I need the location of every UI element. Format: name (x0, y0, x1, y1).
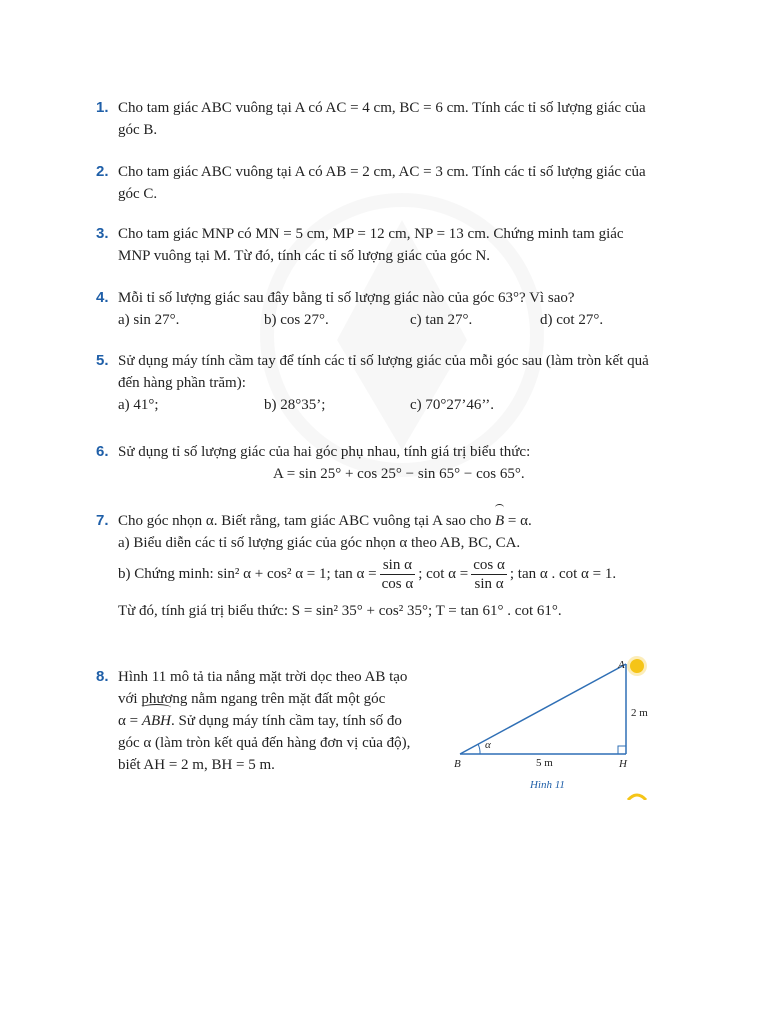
options-row (118, 309, 663, 331)
exercise-text: Mỗi tỉ số lượng giác sau đây bằng tỉ số lượng giác nào của góc 63°? Vì sao? (118, 290, 575, 306)
formula: A = sin 25° + cos 25° − sin 65° − cos 65°. (273, 466, 525, 482)
exercise-5 (96, 350, 663, 416)
exercise-text: Hình 11 mô tả tia nắng mặt trời dọc theo AB tạo (118, 669, 408, 685)
numerator: cos α (473, 557, 505, 574)
text-part: ; cot α = (418, 566, 469, 582)
option-a: a) 41°; (118, 397, 159, 413)
label-h: H (619, 758, 627, 770)
option-c: c) tan 27°. (410, 312, 473, 328)
text-part: α = (118, 713, 139, 729)
exercise-text (118, 510, 663, 532)
exercise-text: Sử dụng tỉ số lượng giác của hai góc phụ nhau, tính giá trị biểu thức: (118, 444, 531, 460)
exercise-number: 1. (96, 99, 109, 116)
exercise-text: Cho tam giác ABC vuông tại A có AC = 4 cm, BC = 6 cm. Tính các tỉ số lượng giác của (118, 100, 646, 116)
exercise-6 (96, 441, 663, 485)
angle-arc (478, 744, 480, 754)
exercise-number: 8. (96, 668, 109, 685)
exercise-number: 5. (96, 352, 109, 369)
exercise-number: 2. (96, 163, 109, 180)
exercise-text: Sử dụng máy tính cầm tay để tính các tỉ số lượng giác của mỗi góc sau (làm tròn kết quả (118, 353, 649, 369)
text-part: . Sử dụng máy tính cầm tay, tính số đo (171, 713, 402, 729)
options-row (118, 394, 663, 416)
option-b: b) cos 27°. (264, 312, 329, 328)
exercise-4 (96, 287, 663, 331)
exercise-text: a) Biểu diễn các tỉ số lượng giác của góc nhọn α theo AB, BC, CA. (118, 535, 521, 551)
text-part: ; tan α . cot α = 1. (509, 566, 617, 582)
exercise-text: góc C. (118, 186, 158, 202)
option-d: d) cot 27°. (540, 312, 604, 328)
exercise-number: 3. (96, 225, 109, 242)
exercise-1 (96, 97, 663, 141)
exercise-7 (96, 510, 663, 622)
text-part: = α. (507, 513, 532, 529)
exercise-text (118, 554, 663, 594)
label-a: A (618, 659, 625, 671)
exercise-text: Cho tam giác ABC vuông tại A có AB = 2 cm, AC = 3 cm. Tính các tỉ số lượng giác của (118, 164, 646, 180)
sun-glow (627, 656, 647, 676)
angle-abh-hat: ABH (142, 710, 171, 732)
denominator: sin α (474, 576, 504, 593)
exercise-text: đến hàng phần trăm): (118, 375, 246, 391)
exercise-text: biết AH = 2 m, BH = 5 m. (118, 757, 275, 773)
text-part: Cho góc nhọn α. Biết rằng, tam giác ABC vuông tại A sao cho (118, 513, 492, 529)
fraction (380, 556, 416, 593)
fraction (471, 556, 507, 593)
label-b: B (454, 758, 461, 770)
formula-row (118, 463, 663, 485)
exercise-number: 7. (96, 512, 109, 529)
exercise-text (118, 710, 438, 732)
figure-11-diagram (450, 650, 660, 800)
option-c: c) 70°27’46’’. (410, 397, 495, 413)
option-b: b) 28°35’; (264, 397, 326, 413)
angle-b-hat: B (495, 510, 504, 532)
label-bh-length: 5 m (536, 757, 553, 769)
label-alpha: α (485, 739, 491, 751)
label-ah-length: 2 m (631, 707, 648, 719)
text-part: b) Chứng minh: sin² α + cos² α = 1; tan α = (118, 566, 377, 582)
exercise-text: Cho tam giác MNP có MN = 5 cm, MP = 12 cm, NP = 13 cm. Chứng minh tam giác (118, 226, 624, 242)
option-a: a) sin 27°. (118, 312, 180, 328)
numerator: sin α (380, 556, 416, 575)
decorative-mark-icon (626, 792, 648, 800)
exercise-number: 4. (96, 289, 109, 306)
exercise-text: MNP vuông tại M. Từ đó, tính các tỉ số lượng giác của góc N. (118, 248, 491, 264)
denominator: cos α (381, 576, 414, 593)
exercise-number: 6. (96, 443, 109, 460)
exercise-text: Từ đó, tính giá trị biểu thức: S = sin² 35° + cos² 35°; T = tan 61° . cot 61°. (118, 603, 562, 619)
exercise-text: góc B. (118, 122, 158, 138)
exercise-text: góc α (làm tròn kết quả đến hàng đơn vị của độ), (118, 735, 411, 751)
exercise-2 (96, 161, 663, 205)
exercise-text: với phương nằm ngang trên mặt đất một góc (118, 691, 386, 707)
exercise-8 (96, 666, 438, 776)
exercise-3 (96, 223, 663, 267)
right-angle-mark (618, 746, 626, 754)
figure-caption: Hình 11 (530, 779, 565, 791)
